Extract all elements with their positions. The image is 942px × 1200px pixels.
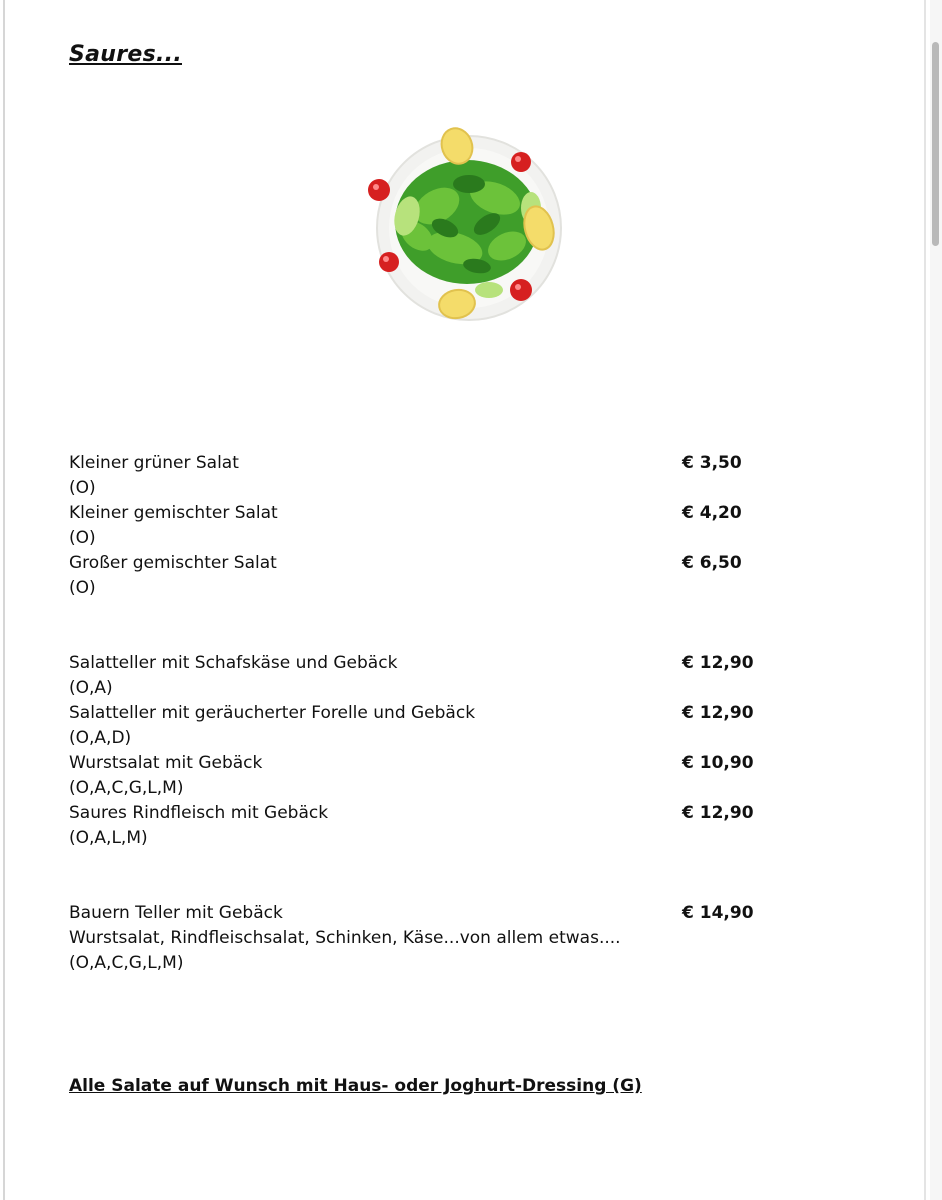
scrollbar-thumb[interactable] bbox=[932, 42, 939, 246]
menu-item-description: Wurstsalat, Rindfleischsalat, Schinken, Käse...von allem etwas.... bbox=[69, 928, 621, 948]
menu-item-allergens: (O) bbox=[69, 578, 96, 598]
menu-item-name: Kleiner grüner Salat bbox=[69, 453, 239, 473]
menu-item-allergens: (O) bbox=[69, 478, 96, 498]
menu-item-price: € 6,50 bbox=[682, 553, 742, 573]
vertical-scrollbar[interactable] bbox=[930, 0, 942, 1200]
menu-item-price: € 10,90 bbox=[682, 753, 754, 773]
menu-item-name: Salatteller mit Schafskäse und Gebäck bbox=[69, 653, 398, 673]
menu-item-name: Kleiner gemischter Salat bbox=[69, 503, 278, 523]
menu-item-price: € 4,20 bbox=[682, 503, 742, 523]
menu-item-price: € 3,50 bbox=[682, 453, 742, 473]
page-title: Saures... bbox=[69, 42, 182, 67]
menu-item-allergens: (O,A,C,G,L,M) bbox=[69, 778, 184, 798]
menu-item-allergens: (O,A,C,G,L,M) bbox=[69, 953, 184, 973]
menu-item-price: € 14,90 bbox=[682, 903, 754, 923]
menu-item-name: Bauern Teller mit Gebäck bbox=[69, 903, 283, 923]
menu-item-price: € 12,90 bbox=[682, 803, 754, 823]
page-border-left bbox=[3, 0, 5, 1200]
menu-item-allergens: (O,A,L,M) bbox=[69, 828, 148, 848]
menu-item-name: Großer gemischter Salat bbox=[69, 553, 277, 573]
menu-item-price: € 12,90 bbox=[682, 653, 754, 673]
dressing-note: Alle Salate auf Wunsch mit Haus- oder Joghurt-Dressing (G) bbox=[69, 1076, 642, 1096]
menu-item-allergens: (O,A) bbox=[69, 678, 113, 698]
page-border-right bbox=[924, 0, 926, 1200]
menu-item-name: Wurstsalat mit Gebäck bbox=[69, 753, 263, 773]
menu-item-name: Saures Rindfleisch mit Gebäck bbox=[69, 803, 329, 823]
menu-item-allergens: (O,A,D) bbox=[69, 728, 132, 748]
salad-image bbox=[357, 120, 577, 340]
menu-item-allergens: (O) bbox=[69, 528, 96, 548]
menu-item-price: € 12,90 bbox=[682, 703, 754, 723]
menu-item-name: Salatteller mit geräucherter Forelle und Gebäck bbox=[69, 703, 476, 723]
